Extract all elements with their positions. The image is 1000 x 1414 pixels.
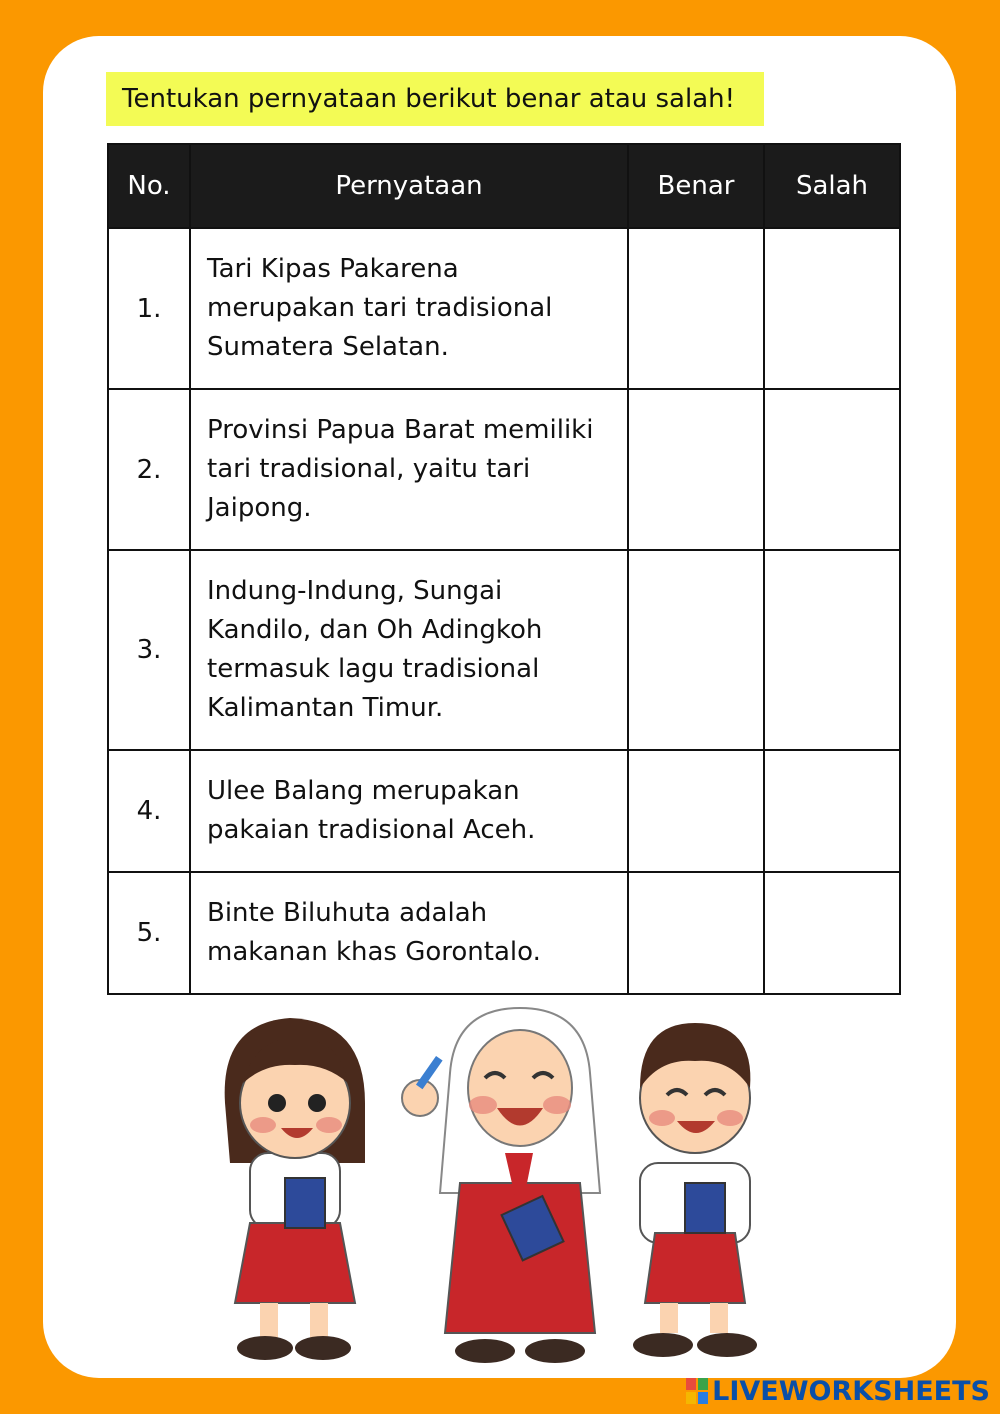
true-false-table [107, 143, 901, 995]
answer-true-cell[interactable] [628, 550, 764, 750]
table-row [108, 389, 900, 550]
row-statement: Provinsi Papua Barat memiliki tari tradisional, yaitu tari Jaipong. [190, 389, 628, 550]
row-statement: Indung-Indung, Sungai Kandilo, dan Oh Adingkoh termasuk lagu tradisional Kalimantan Timur. [190, 550, 628, 750]
row-statement: Tari Kipas Pakarena merupakan tari tradisional Sumatera Selatan. [190, 228, 628, 389]
table-row [108, 550, 900, 750]
boy-student-figure [633, 1023, 757, 1357]
table-row [108, 228, 900, 389]
header-no: No. [108, 144, 190, 228]
answer-false-cell[interactable] [764, 389, 900, 550]
answer-false-cell[interactable] [764, 872, 900, 994]
row-statement: Binte Biluhuta adalah makanan khas Gorontalo. [190, 872, 628, 994]
header-true: Benar [628, 144, 764, 228]
row-number: 3. [108, 550, 190, 750]
table-header-row [108, 144, 900, 228]
row-statement: Ulee Balang merupakan pakaian tradisional Aceh. [190, 750, 628, 872]
students-illustration [215, 1003, 785, 1373]
answer-false-cell[interactable] [764, 550, 900, 750]
answer-false-cell[interactable] [764, 750, 900, 872]
brand-text: LIVEWORKSHEETS [712, 1375, 990, 1407]
instruction-banner: Tentukan pernyataan berikut benar atau salah! [106, 72, 764, 126]
answer-true-cell[interactable] [628, 872, 764, 994]
liveworksheets-brand [686, 1374, 990, 1408]
answer-true-cell[interactable] [628, 389, 764, 550]
answer-true-cell[interactable] [628, 228, 764, 389]
hijab-student-figure [402, 1008, 600, 1363]
answer-true-cell[interactable] [628, 750, 764, 872]
liveworksheets-logo-icon [686, 1378, 708, 1404]
answer-false-cell[interactable] [764, 228, 900, 389]
girl-student-figure [225, 1018, 365, 1360]
row-number: 2. [108, 389, 190, 550]
row-number: 4. [108, 750, 190, 872]
table-row [108, 872, 900, 994]
header-false: Salah [764, 144, 900, 228]
row-number: 1. [108, 228, 190, 389]
row-number: 5. [108, 872, 190, 994]
header-statement: Pernyataan [190, 144, 628, 228]
table-row [108, 750, 900, 872]
